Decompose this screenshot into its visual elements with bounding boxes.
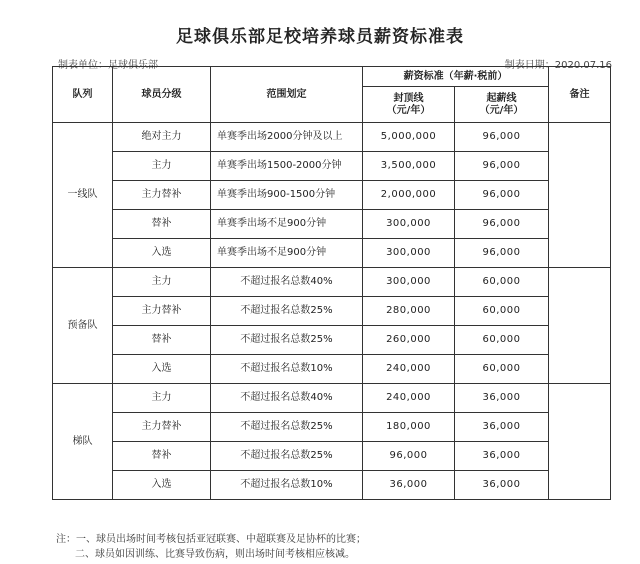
- table-row: [53, 181, 611, 210]
- header-cap: [363, 87, 455, 123]
- range-cell: 单赛季出场不足900分钟: [211, 239, 363, 268]
- cap-cell: 3,500,000: [363, 152, 455, 181]
- grade-cell: 替补: [113, 326, 211, 355]
- range-cell: 不超过报名总数40%: [211, 268, 363, 297]
- table-row: [53, 442, 611, 471]
- table-row: [53, 239, 611, 268]
- cap-cell: 280,000: [363, 297, 455, 326]
- remark-cell: [549, 123, 611, 268]
- grade-cell: 主力: [113, 384, 211, 413]
- cap-cell: 5,000,000: [363, 123, 455, 152]
- table-row: [53, 355, 611, 384]
- cap-cell: 300,000: [363, 268, 455, 297]
- range-cell: 单赛季出场不足900分钟: [211, 210, 363, 239]
- header-base-unit: （元/年）: [479, 104, 524, 116]
- grade-cell: 入选: [113, 471, 211, 500]
- header-cap-label: 封顶线: [393, 92, 424, 104]
- base-cell: 60,000: [455, 297, 549, 326]
- header-base: [455, 87, 549, 123]
- base-cell: 36,000: [455, 442, 549, 471]
- base-cell: 36,000: [455, 471, 549, 500]
- grade-cell: 替补: [113, 210, 211, 239]
- table-row: [53, 268, 611, 297]
- table-row: [53, 297, 611, 326]
- footnote-2: 二、球员如因训练、比赛导致伤病，则出场时间考核相应核减。: [75, 549, 355, 560]
- base-cell: 60,000: [455, 268, 549, 297]
- remark-cell: [549, 268, 611, 384]
- cap-cell: 300,000: [363, 210, 455, 239]
- header-grade: 球员分级: [113, 67, 211, 123]
- cap-cell: 240,000: [363, 384, 455, 413]
- range-cell: 不超过报名总数25%: [211, 413, 363, 442]
- cap-cell: 36,000: [363, 471, 455, 500]
- prepared-date: 制表日期：2020.07.16: [504, 60, 612, 71]
- header-team: 队列: [53, 67, 113, 123]
- table-row: [53, 152, 611, 181]
- header-salary-standard: 薪资标准（年薪·税前）: [363, 67, 549, 87]
- grade-cell: 主力: [113, 268, 211, 297]
- header-base-label: 起薪线: [486, 92, 517, 104]
- cap-cell: 240,000: [363, 355, 455, 384]
- grade-cell: 入选: [113, 355, 211, 384]
- cap-cell: 180,000: [363, 413, 455, 442]
- range-cell: 不超过报名总数10%: [211, 355, 363, 384]
- team-cell: 梯队: [53, 384, 113, 500]
- base-cell: 36,000: [455, 384, 549, 413]
- base-cell: 96,000: [455, 210, 549, 239]
- cap-cell: 2,000,000: [363, 181, 455, 210]
- grade-cell: 主力替补: [113, 413, 211, 442]
- base-cell: 96,000: [455, 123, 549, 152]
- salary-standard-table: [52, 66, 611, 500]
- base-cell: 36,000: [455, 413, 549, 442]
- header-cap-unit: （元/年）: [386, 104, 431, 116]
- range-cell: 单赛季出场2000分钟及以上: [211, 123, 363, 152]
- range-cell: 不超过报名总数40%: [211, 384, 363, 413]
- header-range: 范围划定: [211, 67, 363, 123]
- table-row: [53, 326, 611, 355]
- grade-cell: 主力: [113, 152, 211, 181]
- range-cell: 不超过报名总数10%: [211, 471, 363, 500]
- base-cell: 60,000: [455, 326, 549, 355]
- range-cell: 单赛季出场1500-2000分钟: [211, 152, 363, 181]
- table-row: [53, 210, 611, 239]
- table-row: [53, 413, 611, 442]
- team-cell: 预备队: [53, 268, 113, 384]
- remark-cell: [549, 384, 611, 500]
- table-header: [53, 67, 611, 123]
- table-row: [53, 471, 611, 500]
- table-row: [53, 384, 611, 413]
- grade-cell: 主力替补: [113, 297, 211, 326]
- footnote-1: 注：一、球员出场时间考核包括亚冠联赛、中超联赛及足协杯的比赛；: [56, 534, 366, 545]
- range-cell: 单赛季出场900-1500分钟: [211, 181, 363, 210]
- base-cell: 96,000: [455, 181, 549, 210]
- range-cell: 不超过报名总数25%: [211, 442, 363, 471]
- range-cell: 不超过报名总数25%: [211, 297, 363, 326]
- grade-cell: 主力替补: [113, 181, 211, 210]
- header-remark: 备注: [549, 67, 611, 123]
- base-cell: 96,000: [455, 239, 549, 268]
- base-cell: 96,000: [455, 152, 549, 181]
- grade-cell: 入选: [113, 239, 211, 268]
- range-cell: 不超过报名总数25%: [211, 326, 363, 355]
- team-cell: 一线队: [53, 123, 113, 268]
- prepared-by-unit: 制表单位：足球俱乐部: [58, 60, 158, 71]
- footnotes: [56, 532, 366, 562]
- cap-cell: 260,000: [363, 326, 455, 355]
- table-body: [53, 123, 611, 500]
- document-title: 足球俱乐部足校培养球员薪资标准表: [176, 27, 464, 47]
- base-cell: 60,000: [455, 355, 549, 384]
- grade-cell: 绝对主力: [113, 123, 211, 152]
- cap-cell: 300,000: [363, 239, 455, 268]
- table-row: [53, 123, 611, 152]
- grade-cell: 替补: [113, 442, 211, 471]
- cap-cell: 96,000: [363, 442, 455, 471]
